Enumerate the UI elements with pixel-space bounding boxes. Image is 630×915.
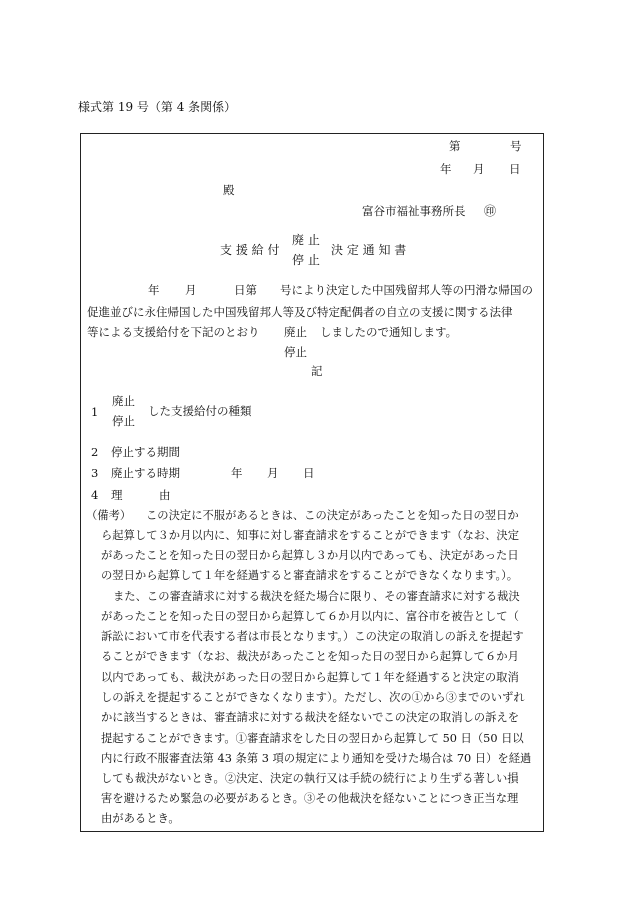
body-year-label: 年 bbox=[148, 283, 160, 297]
item-4-label-part1: 理 bbox=[111, 488, 123, 502]
notes-line: しの訴えを提起することができなくなります）。ただし、次の①から③までのいずれ bbox=[101, 691, 525, 704]
body-option-suspend: 停止 bbox=[284, 345, 307, 359]
notes-line: 内に行政不服審査法第 43 条第 3 項の規定により通知を受けた場合は 70 日）を経過 bbox=[101, 752, 532, 765]
form-number-title: 様式第 19 号（第 4 条関係） bbox=[78, 100, 237, 114]
notice-title-left: 支 援 給 付 bbox=[220, 243, 280, 257]
notice-title-option-abolish: 廃 止 bbox=[292, 233, 320, 247]
item-1-option-abolish: 廃止 bbox=[112, 394, 135, 408]
notes-line: 由があるとき。 bbox=[101, 812, 180, 825]
issuer-name: 富谷市福祉事務所長 bbox=[362, 204, 466, 218]
seal-mark: ㊞ bbox=[484, 204, 497, 218]
notes-line: の翌日から起算して１年を経過すると審査請求をすることができなくなります。）。 bbox=[101, 569, 519, 582]
document-number-suffix: 号 bbox=[510, 139, 522, 153]
notes-label: （備考） bbox=[86, 509, 132, 522]
item-1-label: した支援給付の種類 bbox=[148, 404, 252, 418]
date-year-label: 年 bbox=[440, 162, 452, 176]
notes-line: 以内であっても、裁決があった日の翌日から起算して１年を経過すると決定の取消 bbox=[101, 671, 519, 684]
item-2-label: 停止する期間 bbox=[111, 445, 180, 459]
item-3-month-label: 月 bbox=[267, 466, 279, 480]
notes-line: また、この審査請求に対する裁決を経た場合に限り、その審査請求に対する裁決 bbox=[113, 590, 520, 603]
item-3-number: 3 bbox=[91, 466, 99, 480]
item-4-label-part2: 由 bbox=[159, 488, 171, 502]
notes-line: があったことを知った日の翌日から起算して６か月以内に、富谷市を被告として（ bbox=[101, 610, 519, 623]
notice-title-right: 決 定 通 知 書 bbox=[331, 243, 407, 257]
addressee-honorific: 殿 bbox=[223, 183, 235, 197]
body-line-2: 促進並びに永住帰国した中国残留邦人等及び特定配偶者の自立の支援に関する法律 bbox=[87, 305, 513, 319]
item-3-day-label: 日 bbox=[303, 466, 315, 480]
notes-line: かに該当するときは、審査請求に対する裁決を経ないでこの決定の取消しの訴えを bbox=[101, 711, 519, 724]
item-1-option-suspend: 停止 bbox=[112, 414, 135, 428]
document-number-prefix: 第 bbox=[449, 139, 461, 153]
date-month-label: 月 bbox=[473, 162, 485, 176]
notes-line: ら起算して３か月以内に、知事に対し審査請求をすることができます（なお、決定 bbox=[101, 529, 519, 542]
notes-line: この決定に不服があるときは、この決定があったことを知った日の翌日か bbox=[146, 509, 519, 522]
ki-heading: 記 bbox=[311, 364, 323, 378]
item-3-year-label: 年 bbox=[231, 466, 243, 480]
notes-line: ることができます（なお、裁決があったことを知った日の翌日から起算して６か月 bbox=[101, 650, 519, 663]
body-option-abolish: 廃止 bbox=[284, 325, 307, 339]
body-line-3-suffix: しましたので通知します。 bbox=[320, 325, 458, 339]
notice-title-option-suspend: 停 止 bbox=[292, 253, 320, 267]
body-line-3-prefix: 等による支援給付を下記のとおり bbox=[87, 325, 260, 339]
item-4-number: 4 bbox=[91, 488, 99, 502]
item-2-number: 2 bbox=[91, 445, 99, 459]
body-month-label: 月 bbox=[185, 283, 197, 297]
date-day-label: 日 bbox=[509, 162, 521, 176]
body-line-1: 日第 号により決定した中国残留邦人等の円滑な帰国の bbox=[234, 283, 533, 297]
notes-line: 害を避けるため緊急の必要があるとき。③その他裁決を経ないことにつき正当な理 bbox=[101, 792, 519, 805]
notes-line: 提起することができます。①審査請求をした日の翌日から起算して 50 日（50 日以 bbox=[101, 732, 524, 745]
notes-line: があったことを知った日の翌日から起算し３か月以内であっても、決定があった日 bbox=[101, 549, 519, 562]
notes-line: しても裁決がないとき。②決定、決定の執行又は手続の続行により生ずる著しい損 bbox=[101, 772, 519, 785]
item-3-label: 廃止する時期 bbox=[111, 466, 180, 480]
notes-line: 訴訟において市を代表する者は市長となります。）この決定の取消しの訴えを提起す bbox=[101, 630, 524, 643]
item-1-number: 1 bbox=[91, 405, 99, 419]
